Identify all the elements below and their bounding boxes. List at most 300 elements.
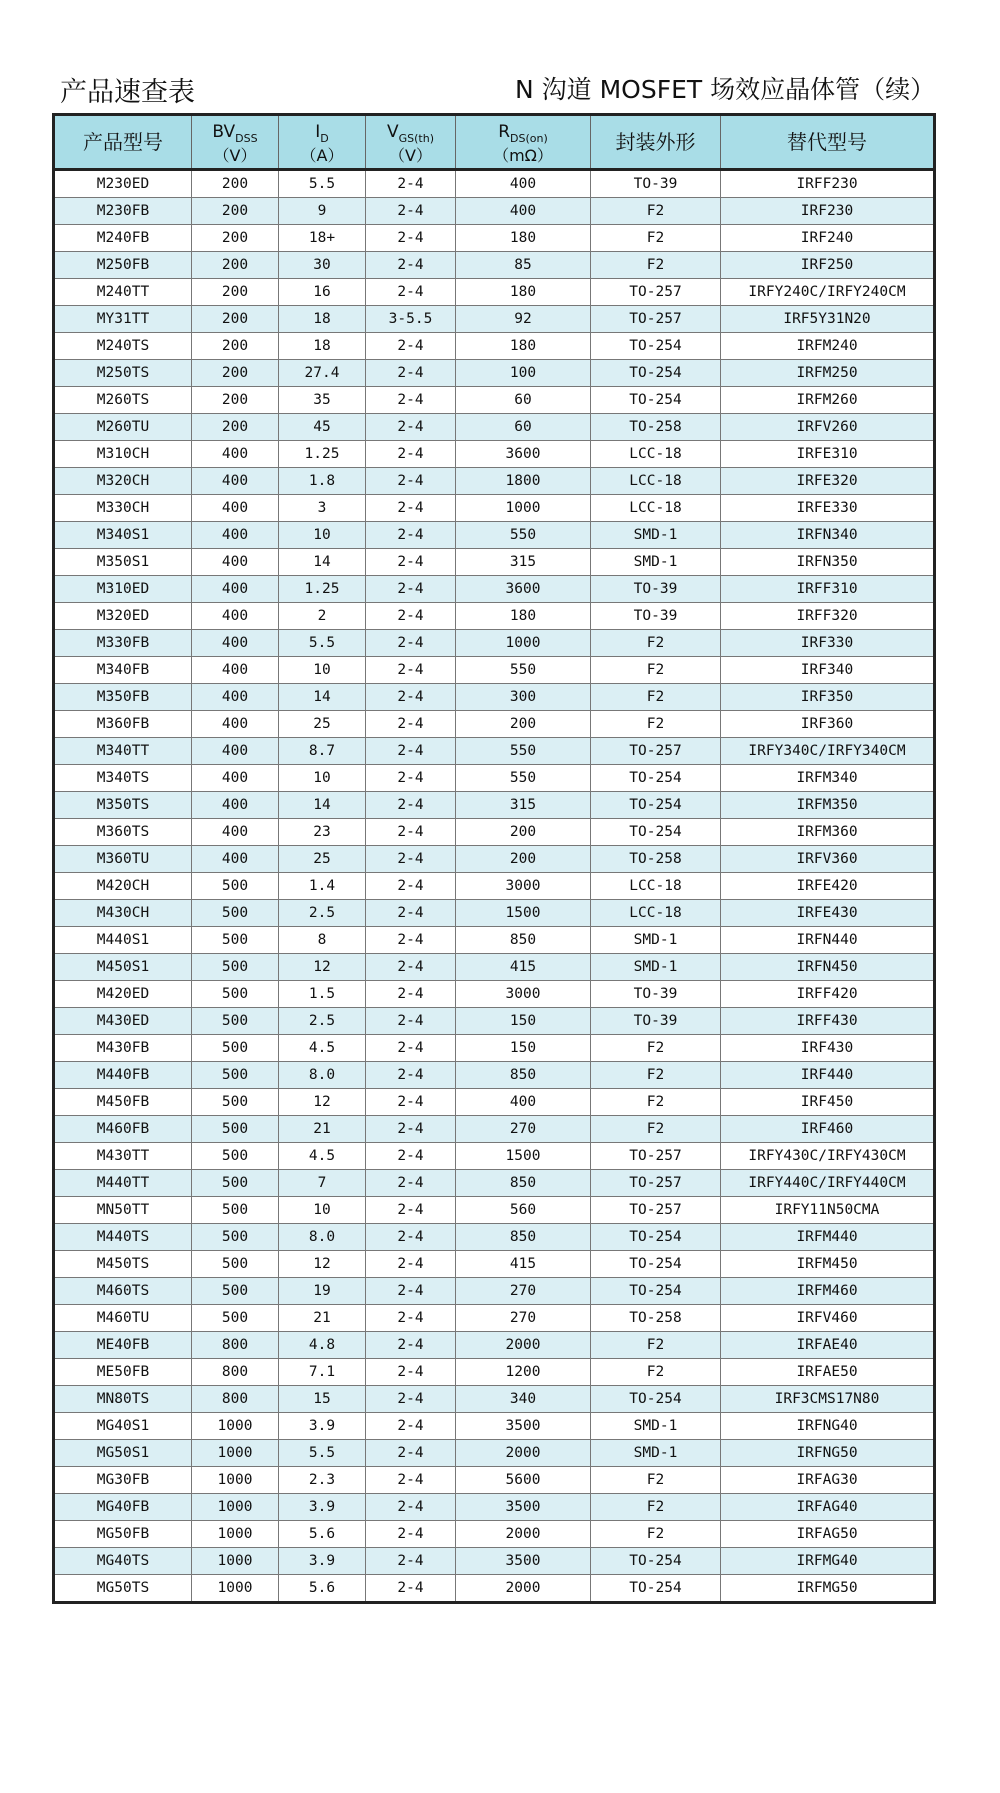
col-header-label: 替代型号 <box>787 129 867 154</box>
cell-id: 5.5 <box>279 630 366 657</box>
col-header-subscript: DSS <box>235 132 258 146</box>
cell-replacement: IRF350 <box>721 684 935 711</box>
cell-rdson: 200 <box>456 819 591 846</box>
cell-replacement: IRFE330 <box>721 495 935 522</box>
cell-replacement: IRFAE50 <box>721 1359 935 1386</box>
cell-part-number: M450TS <box>54 1251 192 1278</box>
cell-replacement: IRFM260 <box>721 387 935 414</box>
table-row <box>54 522 935 549</box>
cell-rdson: 1800 <box>456 468 591 495</box>
cell-id: 3.9 <box>279 1494 366 1521</box>
cell-replacement: IRF340 <box>721 657 935 684</box>
cell-package: F2 <box>591 711 721 738</box>
cell-id: 4.5 <box>279 1035 366 1062</box>
cell-package: TO-257 <box>591 1170 721 1197</box>
cell-id: 7.1 <box>279 1359 366 1386</box>
cell-vgsth: 2-4 <box>366 170 456 198</box>
col-header-unit: （V） <box>389 145 432 165</box>
cell-replacement: IRFE310 <box>721 441 935 468</box>
cell-rdson: 850 <box>456 1224 591 1251</box>
cell-vgsth: 2-4 <box>366 1278 456 1305</box>
cell-vgsth: 2-4 <box>366 279 456 306</box>
cell-vgsth: 2-4 <box>366 468 456 495</box>
cell-id: 5.6 <box>279 1521 366 1548</box>
table-row <box>54 333 935 360</box>
cell-bvdss: 500 <box>192 1035 279 1062</box>
cell-bvdss: 500 <box>192 1116 279 1143</box>
cell-part-number: M450S1 <box>54 954 192 981</box>
col-header-symbol: R <box>498 122 511 143</box>
cell-bvdss: 500 <box>192 1170 279 1197</box>
cell-id: 30 <box>279 252 366 279</box>
cell-part-number: MY31TT <box>54 306 192 333</box>
cell-rdson: 100 <box>456 360 591 387</box>
cell-vgsth: 2-4 <box>366 441 456 468</box>
cell-bvdss: 1000 <box>192 1548 279 1575</box>
cell-package: TO-258 <box>591 846 721 873</box>
cell-bvdss: 200 <box>192 225 279 252</box>
cell-vgsth: 2-4 <box>366 1548 456 1575</box>
cell-bvdss: 500 <box>192 1197 279 1224</box>
cell-replacement: IRF360 <box>721 711 935 738</box>
col-header-unit: （mΩ） <box>493 145 553 165</box>
cell-rdson: 315 <box>456 792 591 819</box>
cell-package: F2 <box>591 252 721 279</box>
col-header-symbol: V <box>386 122 399 143</box>
cell-replacement: IRF250 <box>721 252 935 279</box>
cell-part-number: M420CH <box>54 873 192 900</box>
cell-replacement: IRFNG40 <box>721 1413 935 1440</box>
cell-replacement: IRFY11N50CMA <box>721 1197 935 1224</box>
cell-part-number: M460TU <box>54 1305 192 1332</box>
table-row <box>54 225 935 252</box>
cell-replacement: IRFAE40 <box>721 1332 935 1359</box>
cell-package: F2 <box>591 684 721 711</box>
cell-vgsth: 2-4 <box>366 630 456 657</box>
table-row <box>54 1575 935 1603</box>
table-row <box>54 873 935 900</box>
cell-package: TO-254 <box>591 333 721 360</box>
table-row <box>54 170 935 198</box>
cell-part-number: M240TT <box>54 279 192 306</box>
cell-bvdss: 400 <box>192 522 279 549</box>
cell-part-number: ME50FB <box>54 1359 192 1386</box>
table-row <box>54 306 935 333</box>
col-header-unit: （V） <box>213 145 257 165</box>
cell-rdson: 92 <box>456 306 591 333</box>
cell-vgsth: 2-4 <box>366 495 456 522</box>
cell-replacement: IRFN340 <box>721 522 935 549</box>
cell-bvdss: 400 <box>192 495 279 522</box>
cell-replacement: IRFY430C/IRFY430CM <box>721 1143 935 1170</box>
table-row <box>54 765 935 792</box>
table-row <box>54 1116 935 1143</box>
cell-part-number: M260TS <box>54 387 192 414</box>
cell-package: TO-39 <box>591 1008 721 1035</box>
cell-part-number: M460TS <box>54 1278 192 1305</box>
cell-id: 14 <box>279 684 366 711</box>
cell-id: 2 <box>279 603 366 630</box>
page-title: 产品速查表 <box>60 77 195 108</box>
cell-replacement: IRFM250 <box>721 360 935 387</box>
cell-id: 5.5 <box>279 170 366 198</box>
cell-rdson: 3500 <box>456 1413 591 1440</box>
cell-package: LCC-18 <box>591 873 721 900</box>
cell-package: F2 <box>591 198 721 225</box>
cell-part-number: M240FB <box>54 225 192 252</box>
cell-vgsth: 2-4 <box>366 1089 456 1116</box>
col-header-rdson <box>456 115 591 170</box>
cell-package: LCC-18 <box>591 441 721 468</box>
cell-rdson: 2000 <box>456 1440 591 1467</box>
cell-rdson: 3600 <box>456 576 591 603</box>
cell-package: F2 <box>591 1359 721 1386</box>
cell-vgsth: 2-4 <box>366 738 456 765</box>
cell-part-number: MG30FB <box>54 1467 192 1494</box>
cell-replacement: IRFF230 <box>721 170 935 198</box>
cell-bvdss: 1000 <box>192 1521 279 1548</box>
cell-bvdss: 500 <box>192 1062 279 1089</box>
cell-bvdss: 400 <box>192 549 279 576</box>
cell-package: LCC-18 <box>591 468 721 495</box>
cell-rdson: 400 <box>456 1089 591 1116</box>
cell-replacement: IRFE320 <box>721 468 935 495</box>
table-row <box>54 1440 935 1467</box>
cell-bvdss: 400 <box>192 441 279 468</box>
cell-id: 1.5 <box>279 981 366 1008</box>
cell-vgsth: 2-4 <box>366 1251 456 1278</box>
cell-bvdss: 200 <box>192 360 279 387</box>
cell-bvdss: 1000 <box>192 1467 279 1494</box>
cell-rdson: 200 <box>456 711 591 738</box>
cell-rdson: 400 <box>456 170 591 198</box>
cell-vgsth: 2-4 <box>366 333 456 360</box>
cell-bvdss: 200 <box>192 170 279 198</box>
cell-rdson: 340 <box>456 1386 591 1413</box>
cell-package: F2 <box>591 225 721 252</box>
cell-rdson: 2000 <box>456 1332 591 1359</box>
cell-package: F2 <box>591 657 721 684</box>
cell-vgsth: 2-4 <box>366 846 456 873</box>
col-header-vgsth <box>366 115 456 170</box>
table-row <box>54 1521 935 1548</box>
cell-rdson: 3600 <box>456 441 591 468</box>
table-row <box>54 387 935 414</box>
cell-package: TO-39 <box>591 576 721 603</box>
cell-part-number: M350FB <box>54 684 192 711</box>
col-header-label: 产品型号 <box>83 129 163 154</box>
cell-part-number: MG40TS <box>54 1548 192 1575</box>
cell-bvdss: 400 <box>192 846 279 873</box>
cell-id: 25 <box>279 846 366 873</box>
table-row <box>54 1494 935 1521</box>
cell-bvdss: 500 <box>192 954 279 981</box>
cell-package: TO-257 <box>591 1143 721 1170</box>
cell-part-number: M310ED <box>54 576 192 603</box>
cell-id: 9 <box>279 198 366 225</box>
table-row <box>54 1386 935 1413</box>
cell-id: 15 <box>279 1386 366 1413</box>
table-row <box>54 900 935 927</box>
cell-bvdss: 500 <box>192 1305 279 1332</box>
cell-part-number: M430CH <box>54 900 192 927</box>
cell-id: 4.5 <box>279 1143 366 1170</box>
cell-vgsth: 2-4 <box>366 1494 456 1521</box>
cell-id: 1.4 <box>279 873 366 900</box>
cell-id: 5.6 <box>279 1575 366 1603</box>
cell-package: F2 <box>591 1089 721 1116</box>
cell-bvdss: 400 <box>192 711 279 738</box>
cell-replacement: IRF3CMS17N80 <box>721 1386 935 1413</box>
cell-bvdss: 400 <box>192 468 279 495</box>
cell-rdson: 850 <box>456 1170 591 1197</box>
table-row <box>54 468 935 495</box>
cell-bvdss: 400 <box>192 792 279 819</box>
cell-bvdss: 800 <box>192 1386 279 1413</box>
table-body <box>54 170 935 1603</box>
cell-replacement: IRFAG50 <box>721 1521 935 1548</box>
cell-part-number: M440TS <box>54 1224 192 1251</box>
table-row <box>54 738 935 765</box>
table-row <box>54 927 935 954</box>
cell-replacement: IRFF310 <box>721 576 935 603</box>
cell-vgsth: 2-4 <box>366 1467 456 1494</box>
col-header-id <box>279 115 366 170</box>
cell-package: F2 <box>591 1494 721 1521</box>
cell-replacement: IRFAG40 <box>721 1494 935 1521</box>
cell-part-number: M310CH <box>54 441 192 468</box>
cell-vgsth: 2-4 <box>366 819 456 846</box>
cell-replacement: IRFF430 <box>721 1008 935 1035</box>
cell-rdson: 850 <box>456 1062 591 1089</box>
cell-id: 12 <box>279 1089 366 1116</box>
cell-rdson: 3000 <box>456 873 591 900</box>
cell-package: TO-257 <box>591 279 721 306</box>
cell-part-number: M440FB <box>54 1062 192 1089</box>
cell-bvdss: 500 <box>192 1143 279 1170</box>
cell-part-number: MN50TT <box>54 1197 192 1224</box>
cell-bvdss: 500 <box>192 1224 279 1251</box>
cell-part-number: M340FB <box>54 657 192 684</box>
cell-part-number: M330FB <box>54 630 192 657</box>
cell-part-number: M420ED <box>54 981 192 1008</box>
cell-id: 8.0 <box>279 1224 366 1251</box>
cell-replacement: IRFAG30 <box>721 1467 935 1494</box>
cell-bvdss: 500 <box>192 1008 279 1035</box>
table-row <box>54 711 935 738</box>
cell-id: 8.7 <box>279 738 366 765</box>
cell-id: 10 <box>279 522 366 549</box>
cell-rdson: 180 <box>456 333 591 360</box>
cell-id: 18 <box>279 306 366 333</box>
cell-id: 27.4 <box>279 360 366 387</box>
cell-part-number: M440TT <box>54 1170 192 1197</box>
cell-package: TO-254 <box>591 387 721 414</box>
cell-id: 16 <box>279 279 366 306</box>
cell-package: F2 <box>591 1521 721 1548</box>
cell-vgsth: 2-4 <box>366 1332 456 1359</box>
cell-rdson: 1500 <box>456 900 591 927</box>
cell-rdson: 560 <box>456 1197 591 1224</box>
cell-package: TO-254 <box>591 360 721 387</box>
cell-package: TO-258 <box>591 1305 721 1332</box>
cell-vgsth: 3-5.5 <box>366 306 456 333</box>
cell-package: F2 <box>591 1062 721 1089</box>
col-header-symbol: I <box>315 122 321 143</box>
cell-part-number: M360FB <box>54 711 192 738</box>
cell-rdson: 1500 <box>456 1143 591 1170</box>
cell-package: F2 <box>591 1035 721 1062</box>
cell-vgsth: 2-4 <box>366 252 456 279</box>
cell-vgsth: 2-4 <box>366 765 456 792</box>
cell-id: 18 <box>279 333 366 360</box>
table-row <box>54 279 935 306</box>
cell-bvdss: 1000 <box>192 1440 279 1467</box>
cell-part-number: M340S1 <box>54 522 192 549</box>
cell-part-number: M360TS <box>54 819 192 846</box>
cell-part-number: MG40S1 <box>54 1413 192 1440</box>
cell-rdson: 2000 <box>456 1521 591 1548</box>
cell-rdson: 150 <box>456 1008 591 1035</box>
cell-bvdss: 200 <box>192 387 279 414</box>
cell-vgsth: 2-4 <box>366 1359 456 1386</box>
cell-rdson: 60 <box>456 387 591 414</box>
cell-bvdss: 200 <box>192 414 279 441</box>
cell-rdson: 270 <box>456 1278 591 1305</box>
cell-rdson: 3500 <box>456 1494 591 1521</box>
cell-rdson: 550 <box>456 657 591 684</box>
cell-bvdss: 200 <box>192 198 279 225</box>
cell-id: 1.25 <box>279 441 366 468</box>
cell-id: 10 <box>279 765 366 792</box>
cell-rdson: 150 <box>456 1035 591 1062</box>
cell-part-number: M230FB <box>54 198 192 225</box>
cell-bvdss: 500 <box>192 1251 279 1278</box>
cell-replacement: IRFM350 <box>721 792 935 819</box>
cell-id: 25 <box>279 711 366 738</box>
table-row <box>54 1413 935 1440</box>
cell-replacement: IRFF420 <box>721 981 935 1008</box>
cell-vgsth: 2-4 <box>366 603 456 630</box>
cell-part-number: M340TS <box>54 765 192 792</box>
table-row <box>54 1224 935 1251</box>
col-header-replacement <box>721 115 935 170</box>
table-header-row <box>54 115 935 170</box>
cell-part-number: MG50TS <box>54 1575 192 1603</box>
cell-id: 1.8 <box>279 468 366 495</box>
cell-rdson: 5600 <box>456 1467 591 1494</box>
cell-bvdss: 500 <box>192 1089 279 1116</box>
table-row <box>54 1467 935 1494</box>
cell-package: TO-254 <box>591 819 721 846</box>
table-row <box>54 1197 935 1224</box>
table-row <box>54 549 935 576</box>
cell-rdson: 180 <box>456 225 591 252</box>
cell-bvdss: 1000 <box>192 1575 279 1603</box>
cell-vgsth: 2-4 <box>366 954 456 981</box>
table-row <box>54 819 935 846</box>
cell-replacement: IRFY440C/IRFY440CM <box>721 1170 935 1197</box>
col-header-part-number <box>54 115 192 170</box>
cell-replacement: IRFM340 <box>721 765 935 792</box>
cell-part-number: M430FB <box>54 1035 192 1062</box>
cell-vgsth: 2-4 <box>366 387 456 414</box>
cell-vgsth: 2-4 <box>366 549 456 576</box>
cell-vgsth: 2-4 <box>366 684 456 711</box>
cell-replacement: IRF440 <box>721 1062 935 1089</box>
cell-id: 21 <box>279 1305 366 1332</box>
cell-vgsth: 2-4 <box>366 522 456 549</box>
table-row <box>54 1062 935 1089</box>
cell-part-number: MG50S1 <box>54 1440 192 1467</box>
cell-id: 14 <box>279 792 366 819</box>
cell-id: 2.3 <box>279 1467 366 1494</box>
cell-rdson: 400 <box>456 198 591 225</box>
cell-part-number: MG40FB <box>54 1494 192 1521</box>
cell-rdson: 200 <box>456 846 591 873</box>
cell-vgsth: 2-4 <box>366 792 456 819</box>
cell-vgsth: 2-4 <box>366 1521 456 1548</box>
cell-rdson: 850 <box>456 927 591 954</box>
cell-rdson: 60 <box>456 414 591 441</box>
cell-rdson: 180 <box>456 279 591 306</box>
cell-bvdss: 400 <box>192 738 279 765</box>
cell-replacement: IRFM360 <box>721 819 935 846</box>
cell-bvdss: 400 <box>192 630 279 657</box>
col-header-unit: （A） <box>300 145 344 165</box>
cell-id: 14 <box>279 549 366 576</box>
cell-rdson: 270 <box>456 1116 591 1143</box>
cell-bvdss: 400 <box>192 819 279 846</box>
cell-vgsth: 2-4 <box>366 1386 456 1413</box>
cell-package: TO-39 <box>591 170 721 198</box>
cell-vgsth: 2-4 <box>366 1413 456 1440</box>
cell-replacement: IRFE430 <box>721 900 935 927</box>
cell-bvdss: 500 <box>192 873 279 900</box>
cell-vgsth: 2-4 <box>366 927 456 954</box>
table-row <box>54 603 935 630</box>
cell-rdson: 270 <box>456 1305 591 1332</box>
table-row <box>54 981 935 1008</box>
cell-part-number: M240TS <box>54 333 192 360</box>
cell-replacement: IRFNG50 <box>721 1440 935 1467</box>
cell-bvdss: 200 <box>192 252 279 279</box>
cell-package: TO-254 <box>591 1224 721 1251</box>
cell-vgsth: 2-4 <box>366 1224 456 1251</box>
cell-replacement: IRF430 <box>721 1035 935 1062</box>
table-row <box>54 360 935 387</box>
cell-id: 4.8 <box>279 1332 366 1359</box>
cell-part-number: ME40FB <box>54 1332 192 1359</box>
cell-part-number: M350TS <box>54 792 192 819</box>
cell-bvdss: 400 <box>192 684 279 711</box>
cell-bvdss: 800 <box>192 1332 279 1359</box>
cell-bvdss: 1000 <box>192 1494 279 1521</box>
cell-vgsth: 2-4 <box>366 1440 456 1467</box>
cell-package: SMD-1 <box>591 1413 721 1440</box>
cell-vgsth: 2-4 <box>366 414 456 441</box>
cell-part-number: MG50FB <box>54 1521 192 1548</box>
cell-package: TO-254 <box>591 1548 721 1575</box>
cell-bvdss: 200 <box>192 306 279 333</box>
cell-package: TO-257 <box>591 738 721 765</box>
cell-id: 1.25 <box>279 576 366 603</box>
cell-bvdss: 400 <box>192 603 279 630</box>
cell-bvdss: 500 <box>192 900 279 927</box>
cell-bvdss: 400 <box>192 576 279 603</box>
cell-id: 8.0 <box>279 1062 366 1089</box>
cell-id: 23 <box>279 819 366 846</box>
